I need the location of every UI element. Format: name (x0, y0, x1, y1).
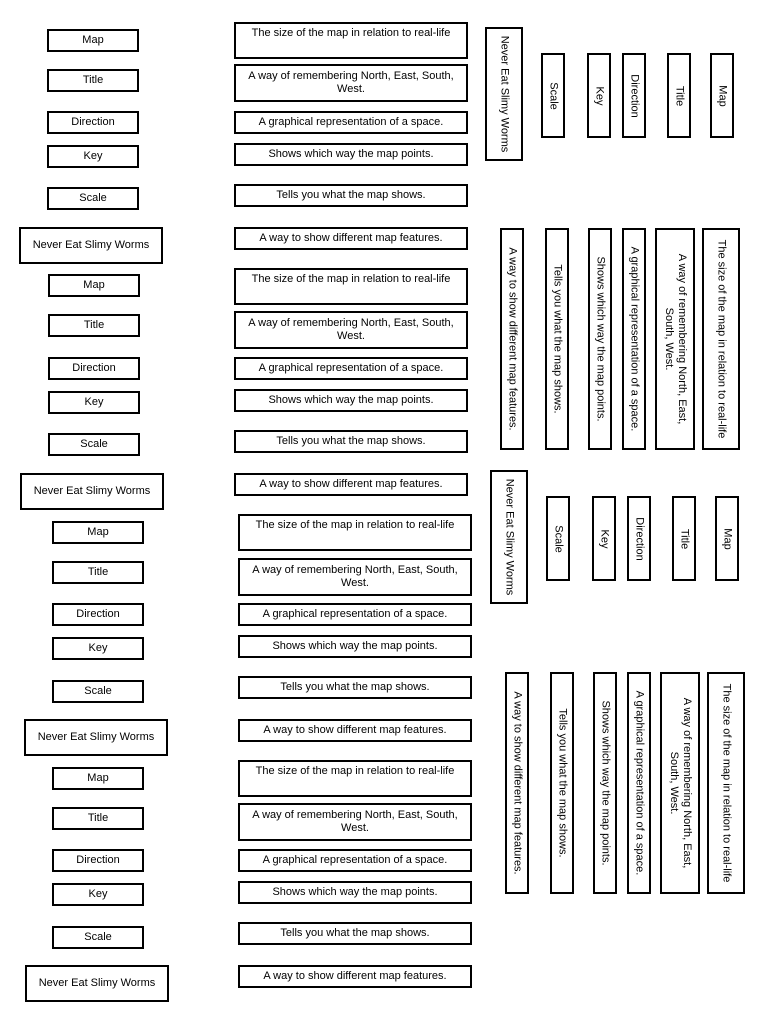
definition-card-size (238, 514, 472, 551)
term-label: Never Eat Slimy Worms (38, 977, 156, 989)
vertical-definition-card-shows-way (588, 228, 612, 450)
definition-card-shows-way (238, 881, 472, 904)
term-label: Key (598, 529, 611, 548)
term-card-title (47, 69, 139, 92)
definition-text: Tells you what the map shows. (556, 708, 569, 858)
term-card-map (48, 274, 140, 297)
vertical-term-card-key (587, 53, 611, 138)
term-label: Key (83, 150, 103, 162)
term-label: Direction (76, 854, 120, 866)
definition-text: The size of the map in relation to real-life (251, 273, 451, 285)
term-label: Never Eat Slimy Worms (503, 478, 516, 596)
term-label: Scale (84, 685, 112, 697)
vertical-definition-card-graphical (627, 672, 651, 894)
term-label: Never Eat Slimy Worms (498, 35, 511, 153)
definition-card-features (234, 227, 468, 250)
definition-card-size (234, 268, 468, 305)
term-card-map (52, 521, 144, 544)
definition-text: Tells you what the map shows. (276, 435, 426, 447)
definition-card-tells (234, 184, 468, 207)
term-label: Map (87, 526, 109, 538)
definition-text: A way to show different map features. (506, 247, 519, 431)
definition-text: A way of remembering North, East, South, West. (252, 809, 458, 834)
definition-text: The size of the map in relation to real-life (715, 239, 728, 439)
term-label: Never Eat Slimy Worms (32, 239, 150, 251)
definition-card-features (234, 473, 468, 496)
definition-text: Shows which way the map points. (268, 148, 434, 160)
term-card-mnemonic (20, 473, 164, 510)
definition-card-shows-way (238, 635, 472, 658)
definition-card-features (238, 965, 472, 988)
term-label: Title (83, 319, 105, 331)
term-label: Key (84, 396, 104, 408)
term-label: Map (716, 84, 729, 107)
definition-text: A way to show different map features. (259, 478, 443, 490)
vertical-definition-card-graphical (622, 228, 646, 450)
term-card-scale (52, 926, 144, 949)
definition-card-compass (238, 803, 472, 841)
definition-card-graphical (238, 603, 472, 626)
definition-text: The size of the map in relation to real-life (255, 765, 455, 777)
definition-text: A graphical representation of a space. (628, 246, 641, 432)
definition-text: A way to show different map features. (511, 691, 524, 875)
term-label: Scale (547, 81, 560, 110)
term-label: Map (721, 527, 734, 550)
term-card-mnemonic (19, 227, 163, 264)
term-label: Map (87, 772, 109, 784)
term-label: Key (593, 86, 606, 105)
definition-card-compass (234, 64, 468, 102)
definition-text: A graphical representation of a space. (633, 690, 646, 876)
term-label: Scale (552, 524, 565, 553)
term-label: Scale (84, 931, 112, 943)
definition-text: Shows which way the map points. (594, 256, 607, 422)
term-card-scale (48, 433, 140, 456)
definition-card-features (238, 719, 472, 742)
term-card-scale (52, 680, 144, 703)
definition-text: A graphical representation of a space. (258, 116, 444, 128)
term-label: Scale (79, 192, 107, 204)
term-card-title (48, 314, 140, 337)
term-label: Title (87, 566, 109, 578)
vertical-term-card-mnemonic (485, 27, 523, 161)
term-card-mnemonic (24, 719, 168, 756)
term-card-direction (47, 111, 139, 134)
term-card-mnemonic (25, 965, 169, 1002)
term-card-key (47, 145, 139, 168)
definition-card-size (238, 760, 472, 797)
definition-card-compass (234, 311, 468, 349)
vertical-term-card-title (667, 53, 691, 138)
definition-text: Tells you what the map shows. (551, 264, 564, 414)
term-card-key (52, 637, 144, 660)
vertical-term-card-direction (622, 53, 646, 138)
vertical-term-card-title (672, 496, 696, 581)
term-label: Scale (80, 438, 108, 450)
term-card-key (48, 391, 140, 414)
vertical-term-card-key (592, 496, 616, 581)
vertical-definition-card-compass (655, 228, 695, 450)
definition-card-shows-way (234, 143, 468, 166)
term-label: Key (88, 888, 108, 900)
definition-text: A way to show different map features. (263, 724, 447, 736)
vertical-term-card-direction (627, 496, 651, 581)
term-card-scale (47, 187, 139, 210)
definition-card-shows-way (234, 389, 468, 412)
vertical-definition-card-features (500, 228, 524, 450)
vertical-definition-card-size (702, 228, 740, 450)
vertical-definition-card-shows-way (593, 672, 617, 894)
term-label: Never Eat Slimy Worms (33, 485, 151, 497)
term-card-map (52, 767, 144, 790)
term-label: Direction (633, 516, 646, 561)
definition-text: A way of remembering North, East, South, West. (663, 253, 688, 425)
term-label: Title (87, 812, 109, 824)
term-label: Direction (76, 608, 120, 620)
term-card-direction (48, 357, 140, 380)
definition-text: A way of remembering North, East, South, West. (252, 564, 458, 589)
definition-text: Shows which way the map points. (272, 886, 438, 898)
definition-text: Tells you what the map shows. (280, 927, 430, 939)
term-label: Direction (72, 362, 116, 374)
definition-text: A graphical representation of a space. (262, 854, 448, 866)
definition-card-tells (238, 922, 472, 945)
definition-text: The size of the map in relation to real-life (720, 683, 733, 883)
term-card-direction (52, 849, 144, 872)
vertical-term-card-map (715, 496, 739, 581)
definition-text: A graphical representation of a space. (262, 608, 448, 620)
term-card-title (52, 807, 144, 830)
definition-text: The size of the map in relation to real-life (251, 27, 451, 39)
definition-text: Shows which way the map points. (268, 394, 434, 406)
definition-text: A way of remembering North, East, South, West. (248, 317, 454, 342)
vertical-definition-card-features (505, 672, 529, 894)
term-label: Never Eat Slimy Worms (37, 731, 155, 743)
definition-card-graphical (234, 357, 468, 380)
definition-card-size (234, 22, 468, 59)
definition-card-graphical (238, 849, 472, 872)
definition-text: Shows which way the map points. (599, 700, 612, 866)
term-label: Title (678, 528, 691, 549)
vertical-definition-card-size (707, 672, 745, 894)
definition-card-tells (234, 430, 468, 453)
term-label: Title (82, 74, 104, 86)
vertical-term-card-map (710, 53, 734, 138)
definition-text: A way to show different map features. (259, 232, 443, 244)
term-label: Map (83, 279, 105, 291)
vertical-term-card-mnemonic (490, 470, 528, 604)
term-label: Direction (628, 73, 641, 118)
definition-text: The size of the map in relation to real-life (255, 519, 455, 531)
term-card-map (47, 29, 139, 52)
vertical-term-card-scale (546, 496, 570, 581)
term-card-title (52, 561, 144, 584)
term-label: Direction (71, 116, 115, 128)
term-label: Key (88, 642, 108, 654)
vertical-definition-card-tells (550, 672, 574, 894)
term-card-direction (52, 603, 144, 626)
vertical-definition-card-tells (545, 228, 569, 450)
definition-card-compass (238, 558, 472, 596)
definition-text: A way of remembering North, East, South, West. (668, 697, 693, 869)
term-label: Title (673, 85, 686, 106)
definition-text: Tells you what the map shows. (276, 189, 426, 201)
term-label: Map (82, 34, 104, 46)
definition-text: A way of remembering North, East, South, West. (248, 70, 454, 95)
term-card-key (52, 883, 144, 906)
vertical-term-card-scale (541, 53, 565, 138)
definition-text: A way to show different map features. (263, 970, 447, 982)
definition-text: A graphical representation of a space. (258, 362, 444, 374)
definition-card-graphical (234, 111, 468, 134)
vertical-definition-card-compass (660, 672, 700, 894)
definition-text: Tells you what the map shows. (280, 681, 430, 693)
definition-card-tells (238, 676, 472, 699)
definition-text: Shows which way the map points. (272, 640, 438, 652)
